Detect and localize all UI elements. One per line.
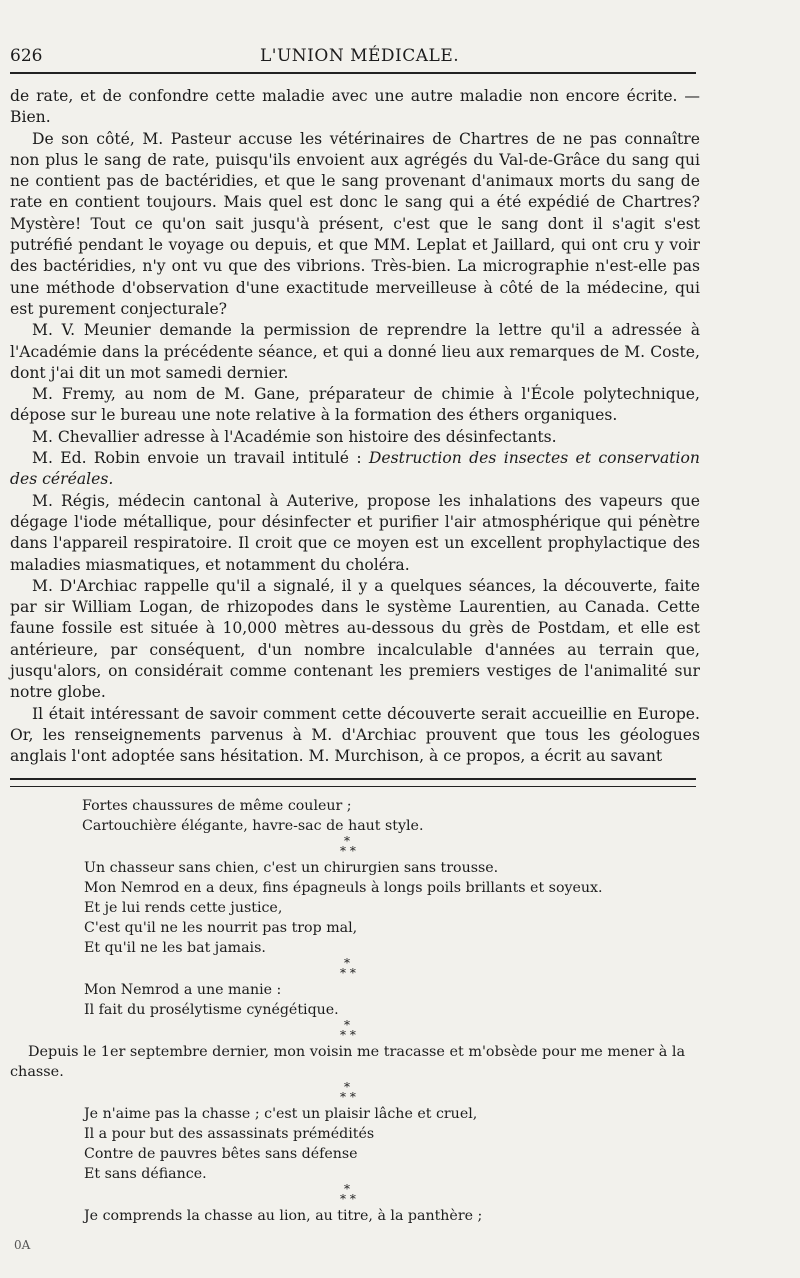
verse-line: Et sans défiance. [84,1166,207,1182]
verse-line: Il a pour but des assassinats prémédités [84,1126,375,1142]
verse-line: Mon Nemrod en a deux, fins épagneuls à longs poils brillants et soyeux. [84,880,603,896]
article-body [10,86,700,768]
feuilleton [10,796,700,1226]
asterism: * * * [340,1182,356,1206]
verse-line: Je comprends la chasse au lion, au titre, à la panthère ; [84,1208,483,1224]
folio-mark: 0A [14,1238,31,1252]
paragraph: M. Fremy, au nom de M. Gane, préparateur de chimie à l'École polytechnique, dépose sur le bureau une note relative à la formation des éthers organiques. [10,385,700,425]
feuilleton-rule [10,778,696,780]
asterism-top: * [344,834,350,848]
work-title: Destruction des insectes et conservation des céréales. [10,449,700,489]
running-title: L'UNION MÉDICALE. [260,46,460,66]
verse-line: Et qu'il ne les bat jamais. [84,940,266,956]
paragraph: Il était intéressant de savoir comment cette découverte serait accueillie en Europe. Or, les renseignements parvenus à M. d'Archiac prouvent que tous les géologues anglais l'ont adoptée sans hésitation. M. Murchison, à ce propos, a écrit au savant [10,704,700,766]
verse-line: Mon Nemrod a une manie : [84,982,282,998]
verse-line: Cartouchière élégante, havre-sac de haut style. [82,818,424,834]
verse-line: Fortes chaussures de même couleur ; [82,798,352,814]
header-rule [10,72,696,74]
page-number: 626 [10,46,43,66]
asterism-bottom: * * [340,844,356,858]
robin-text: M. Ed. Robin envoie un travail intitulé : [32,449,369,468]
asterism: * * * [340,1080,356,1104]
paragraph [10,448,700,491]
verse-line: Contre de pauvres bêtes sans défense [84,1146,358,1162]
paragraph: M. V. Meunier demande la permission de reprendre la lettre qu'il a adressée à l'Académie dans la précédente séance, et qui a donné lieu aux remarques de M. Coste, dont j'ai dit un mot samedi dernier. [10,321,700,382]
feuilleton-rule-thin [10,786,696,787]
asterism [10,836,700,858]
asterism: * * * [340,1018,356,1042]
verse-line: Et je lui rends cette justice, [84,900,283,916]
paragraph: M. D'Archiac rappelle qu'il a signalé, il y a quelques séances, la découverte, faite par sir William Logan, de rhizopodes dans le système Laurentien, au Canada. Cette faune fossile est située à 10,000 mètres au-dessous du grès de Postdam, et elle est antérieure, par conséquent, d'un nombre incalculable d'années au terrain que, jusqu'alors, on considérait comme contenant les premiers vestiges de l'animalité sur notre globe. [10,576,700,702]
paragraph: de rate, et de confondre cette maladie avec une autre maladie non encore écrite. — Bien. [10,87,700,127]
verse-line: C'est qu'il ne les nourrit pas trop mal, [84,920,358,936]
prose-line: Depuis le 1er septembre dernier, mon voisin me tracasse et m'obsède pour me mener à la chasse. [10,1044,686,1080]
verse-line: Je n'aime pas la chasse ; c'est un plaisir lâche et cruel, [84,1106,478,1122]
paragraph: De son côté, M. Pasteur accuse les vétérinaires de Chartres de ne pas connaître non plus le sang de rate, puisqu'ils envoient aux agrégés du Val-de-Grâce du sang qui ne contient pas de bactéridies, et que le sang provenant d'animaux morts du sang de rate en contient toujours. Mais quel est donc le sang qui a été expédié de Chartres? Mystère! Tout ce qu'on sait jusqu'à présent, c'est que le sang dont il s'agit s'est putréfié pendant le voyage ou depuis, et que MM. Leplat et Jaillard, qui ont cru y voir des bactéridies, n'y ont vu que des vibrions. Très-bien. La micrographie n'est-elle pas une méthode d'observation d'une exactitude merveilleuse à côté de la médecine, qui est purement conjecturale? [10,129,700,318]
verse-line: Un chasseur sans chien, c'est un chirurgien sans trousse. [84,860,499,876]
running-header [10,40,700,70]
paragraph: M. Régis, médecin cantonal à Auterive, propose les inhalations des vapeurs que dégage l'iode métallique, pour désinfecter et purifier l'air atmosphérique qui pénètre dans l'appareil respiratoire. Il croit que ce moyen est un excellent prophylactique des maladies miasmatiques, et notamment du choléra. [10,491,700,574]
verse-line: Il fait du prosélytisme cynégétique. [84,1002,339,1018]
paragraph: M. Chevallier adresse à l'Académie son histoire des désinfectants. [32,427,557,446]
asterism: * * * [340,956,356,980]
